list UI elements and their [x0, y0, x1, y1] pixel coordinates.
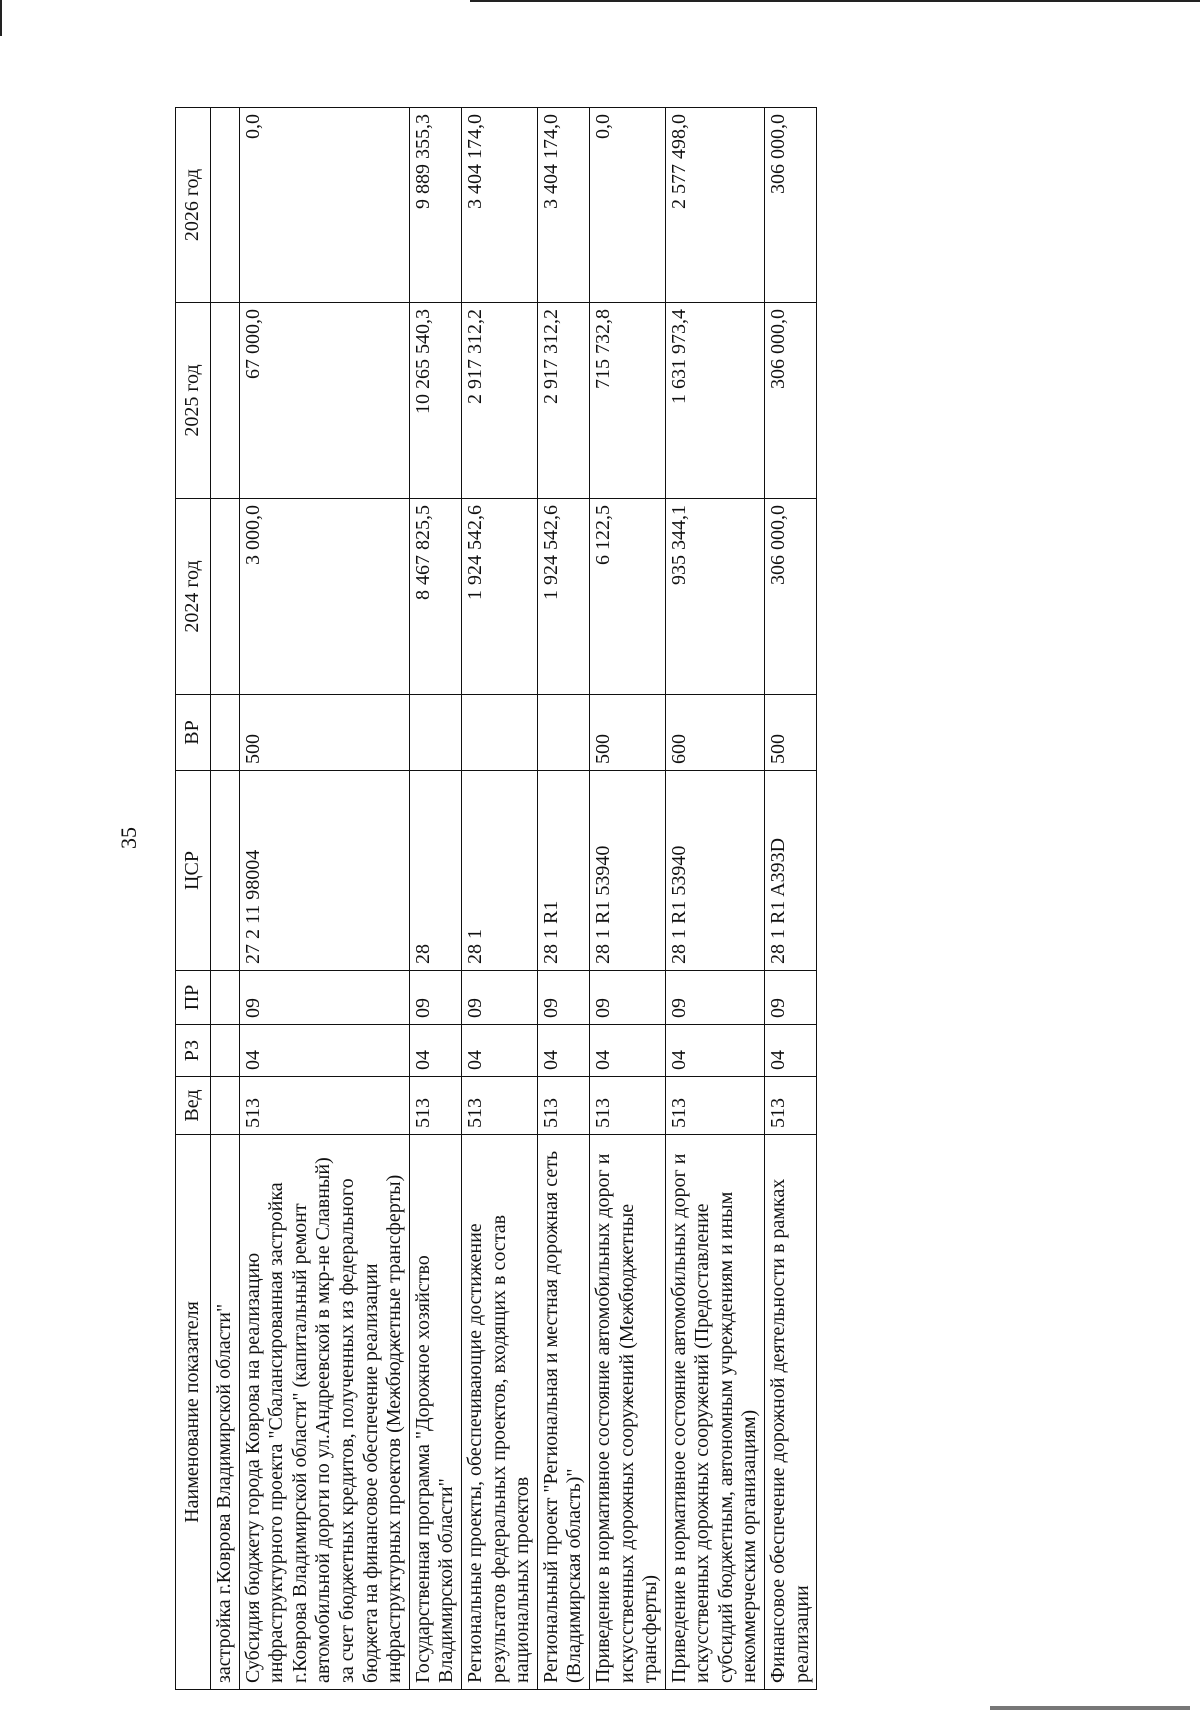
table-row	[537, 108, 589, 1690]
cell-pr: 09	[765, 971, 817, 1025]
cell-vr	[409, 695, 461, 771]
cell-ved: 513	[239, 1077, 409, 1135]
cell-name: Региональный проект "Региональная и местная дорожная сеть (Владимирская область)"	[537, 1135, 589, 1690]
cell-vr	[461, 695, 537, 771]
cell-y2024: 306 000,0	[765, 499, 817, 695]
cell-name: Субсидия бюджету города Коврова на реализацию инфраструктурного проекта "Сбалансированная застройка г.Коврова Владимирской области" (капитальный ремонт автомобильной дороги по ул.Андреевской в мкр-не Славный) за счет бюджетных кредитов, полученных из федерального бюджета на финансовое обеспечение реализации инфраструктурных проектов (Межбюджетные трансферты)	[239, 1135, 409, 1690]
cell-ved: 513	[665, 1077, 764, 1135]
cell-y2025: 1 631 973,4	[665, 303, 764, 499]
header-2026: 2026 год	[176, 108, 211, 303]
cell-y2025	[211, 303, 240, 499]
cell-y2024	[211, 499, 240, 695]
cell-csr: 27 2 11 98004	[239, 771, 409, 971]
rotated-table-wrapper	[175, 108, 1065, 1690]
cell-pr: 09	[665, 971, 764, 1025]
budget-table	[175, 107, 817, 1690]
table-row	[409, 108, 461, 1690]
table-header-row	[176, 108, 211, 1690]
header-vr: ВР	[176, 695, 211, 771]
cell-csr: 28 1 R1 53940	[589, 771, 665, 971]
cell-pr: 09	[239, 971, 409, 1025]
cell-y2026: 0,0	[239, 108, 409, 303]
cell-y2025: 715 732,8	[589, 303, 665, 499]
header-ved: Вед	[176, 1077, 211, 1135]
cell-y2025: 67 000,0	[239, 303, 409, 499]
cell-name: Приведение в нормативное состояние автомобильных дорог и искусственных дорожных сооружений (Предоставление субсидий бюджетным, автономным учреждениям и иным некоммерческим организациям)	[665, 1135, 764, 1690]
cell-ved: 513	[461, 1077, 537, 1135]
cell-pr: 09	[589, 971, 665, 1025]
header-2025: 2025 год	[176, 303, 211, 499]
cell-name: застройка г.Коврова Владимирской области"	[211, 1135, 240, 1690]
cell-rz: 04	[461, 1025, 537, 1077]
cell-ved: 513	[589, 1077, 665, 1135]
cell-y2024: 935 344,1	[665, 499, 764, 695]
cell-ved: 513	[537, 1077, 589, 1135]
cell-ved: 513	[409, 1077, 461, 1135]
cell-y2024: 1 924 542,6	[461, 499, 537, 695]
cell-rz: 04	[589, 1025, 665, 1077]
header-rz: РЗ	[176, 1025, 211, 1077]
cell-y2026	[211, 108, 240, 303]
cell-pr	[211, 971, 240, 1025]
table-row	[665, 108, 764, 1690]
cell-y2025: 2 917 312,2	[461, 303, 537, 499]
cell-y2026: 2 577 498,0	[665, 108, 764, 303]
cell-csr: 28	[409, 771, 461, 971]
cell-vr: 600	[665, 695, 764, 771]
table-row	[589, 108, 665, 1690]
cell-pr: 09	[537, 971, 589, 1025]
cell-vr: 500	[239, 695, 409, 771]
cell-vr: 500	[589, 695, 665, 771]
cell-rz: 04	[537, 1025, 589, 1077]
cell-y2025: 10 265 540,3	[409, 303, 461, 499]
cell-csr: 28 1 R1 A393D	[765, 771, 817, 971]
table-row	[765, 108, 817, 1690]
cell-y2024: 1 924 542,6	[537, 499, 589, 695]
cell-pr: 09	[409, 971, 461, 1025]
header-name: Наименование показателя	[176, 1135, 211, 1690]
table-row	[211, 108, 240, 1690]
cell-name: Государственная программа "Дорожное хозяйство Владимирской области"	[409, 1135, 461, 1690]
cell-csr: 28 1 R1 53940	[665, 771, 764, 971]
header-csr: ЦСР	[176, 771, 211, 971]
cell-csr: 28 1 R1	[537, 771, 589, 971]
cell-y2026: 3 404 174,0	[537, 108, 589, 303]
page-number: 35	[116, 827, 141, 849]
cell-y2024: 6 122,5	[589, 499, 665, 695]
table-row	[461, 108, 537, 1690]
cell-ved: 513	[765, 1077, 817, 1135]
header-pr: ПР	[176, 971, 211, 1025]
cell-pr: 09	[461, 971, 537, 1025]
cell-name: Финансовое обеспечение дорожной деятельности в рамках реализации	[765, 1135, 817, 1690]
table-row	[239, 108, 409, 1690]
cell-vr: 500	[765, 695, 817, 771]
cell-vr	[211, 695, 240, 771]
cell-y2026: 9 889 355,3	[409, 108, 461, 303]
cell-y2026: 0,0	[589, 108, 665, 303]
cell-name: Приведение в нормативное состояние автомобильных дорог и искусственных дорожных сооружений (Межбюджетные трансферты)	[589, 1135, 665, 1690]
cell-rz	[211, 1025, 240, 1077]
cell-y2025: 2 917 312,2	[537, 303, 589, 499]
cell-vr	[537, 695, 589, 771]
cell-y2024: 3 000,0	[239, 499, 409, 695]
cell-y2026: 306 000,0	[765, 108, 817, 303]
cell-y2025: 306 000,0	[765, 303, 817, 499]
header-2024: 2024 год	[176, 499, 211, 695]
cell-rz: 04	[665, 1025, 764, 1077]
cell-rz: 04	[765, 1025, 817, 1077]
scan-edge-left	[0, 0, 2, 36]
cell-name: Региональные проекты, обеспечивающие достижение результатов федеральных проектов, входящих в состав национальных проектов	[461, 1135, 537, 1690]
cell-csr	[211, 771, 240, 971]
cell-rz: 04	[409, 1025, 461, 1077]
scan-mark	[990, 1706, 1190, 1710]
cell-y2024: 8 467 825,5	[409, 499, 461, 695]
scan-edge-top	[470, 0, 1200, 2]
cell-rz: 04	[239, 1025, 409, 1077]
cell-y2026: 3 404 174,0	[461, 108, 537, 303]
cell-csr: 28 1	[461, 771, 537, 971]
cell-ved	[211, 1077, 240, 1135]
